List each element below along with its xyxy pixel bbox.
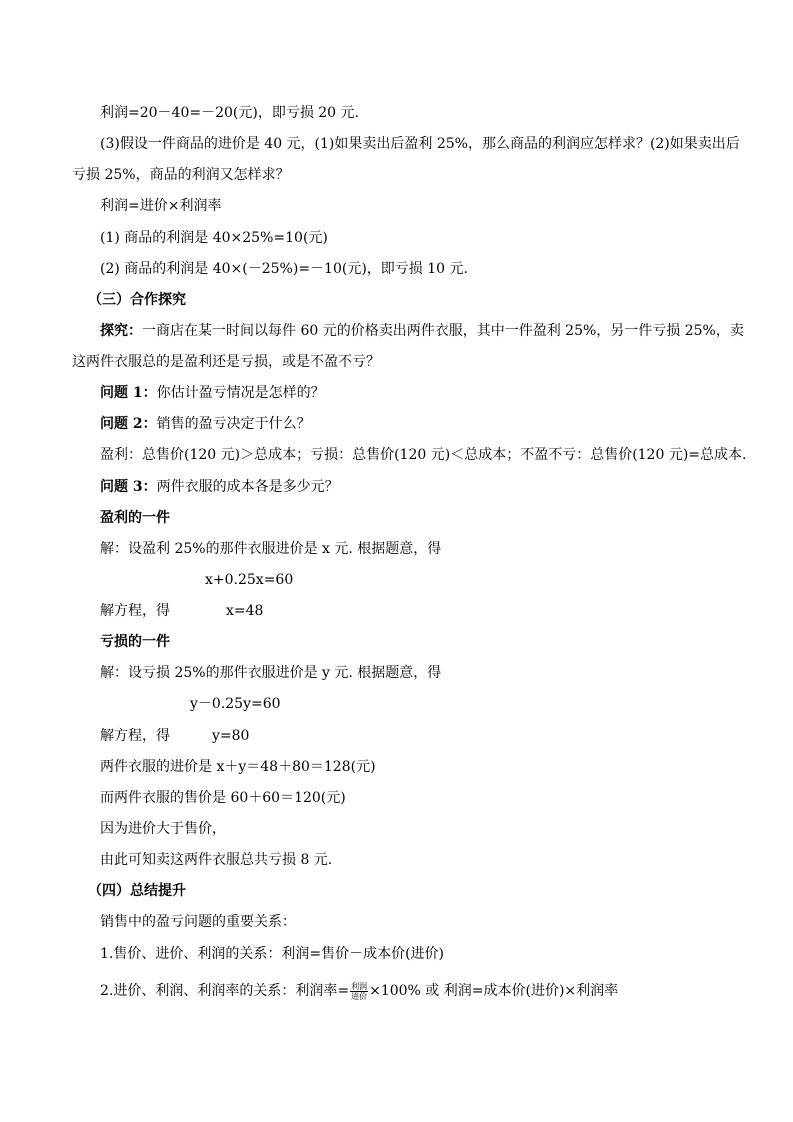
explore-text: 一商店在某一时间以每件 60 元的价格卖出两件衣服，其中一件盈利 25%，另一件亏损 25%，卖 xyxy=(142,323,744,339)
text-line xyxy=(100,981,618,1001)
equation: y－0.25y=60 xyxy=(190,696,281,712)
equation: x=48 xyxy=(226,603,264,619)
text-line: (1) 商品的利润是 40×25%=10(元) xyxy=(100,230,328,246)
text-line xyxy=(100,383,325,403)
question-label: 问题 3： xyxy=(100,479,157,495)
solve-label: 解方程，得 xyxy=(100,603,170,619)
text-line xyxy=(100,414,311,434)
text-line: (3)假设一件商品的进价是 40 元，(1)如果卖出后盈利 25%，那么商品的利润应怎样求？(2)如果卖出后 xyxy=(100,136,740,152)
fraction xyxy=(350,982,368,1001)
equation: x+0.25x=60 xyxy=(205,572,294,588)
text-line: 销售中的盈亏问题的重要关系： xyxy=(100,914,296,930)
formula-prefix: 2.进价、利润、利润率的关系：利润率= xyxy=(100,983,350,999)
text-line: 利润=20－40=－20(元)，即亏损 20 元. xyxy=(100,105,359,121)
text-line: 由此可知卖这两件衣服总共亏损 8 元. xyxy=(100,852,333,868)
text-line xyxy=(100,321,744,341)
explore-label: 探究： xyxy=(100,323,142,339)
text-line: 盈利：总售价(120 元)＞总成本；亏损：总售价(120 元)＜总成本；不盈不亏：总售价(120 元)=总成本. xyxy=(100,447,747,463)
formula-suffix: ×100% 或 利润=成本价(进价)×利润率 xyxy=(369,983,619,999)
text-line: 利润=进价×利润率 xyxy=(100,198,222,214)
text-line: 解：设盈利 25%的那件衣服进价是 x 元. 根据题意，得 xyxy=(100,541,442,557)
subheading: 亏损的一件 xyxy=(100,634,170,650)
text-line xyxy=(100,477,339,497)
text-line: 而两件衣服的售价是 60＋60＝120(元) xyxy=(100,790,346,806)
question-text: 两件衣服的成本各是多少元？ xyxy=(156,479,339,495)
text-line: 亏损 25%，商品的利润又怎样求？ xyxy=(72,167,290,183)
text-line: 1.售价、进价、利润的关系：利润=售价－成本价(进价) xyxy=(100,946,445,962)
text-line: 这两件衣服总的是盈利还是亏损，或是不盈不亏？ xyxy=(72,354,380,370)
text-line: 两件衣服的进价是 x＋y＝48＋80＝128(元) xyxy=(100,759,376,775)
fraction-denominator: 进价 xyxy=(351,991,368,1001)
text-line: (2) 商品的利润是 40×(－25%)=－10(元)，即亏损 10 元. xyxy=(100,261,468,277)
text-line xyxy=(100,726,170,746)
question-label: 问题 1： xyxy=(100,385,157,401)
question-label: 问题 2： xyxy=(100,416,157,432)
section-heading: （三）合作探究 xyxy=(88,292,186,308)
section-heading: （四）总结提升 xyxy=(88,883,186,899)
question-text: 你估计盈亏情况是怎样的？ xyxy=(156,385,325,401)
fraction-numerator: 利润 xyxy=(351,981,368,991)
text-line xyxy=(100,601,170,621)
text-line: 因为进价大于售价， xyxy=(100,821,226,837)
subheading: 盈利的一件 xyxy=(100,510,170,526)
equation: y=80 xyxy=(212,728,250,744)
text-line: 解：设亏损 25%的那件衣服进价是 y 元. 根据题意，得 xyxy=(100,665,442,681)
solve-label: 解方程，得 xyxy=(100,728,170,744)
question-text: 销售的盈亏决定于什么？ xyxy=(156,416,311,432)
